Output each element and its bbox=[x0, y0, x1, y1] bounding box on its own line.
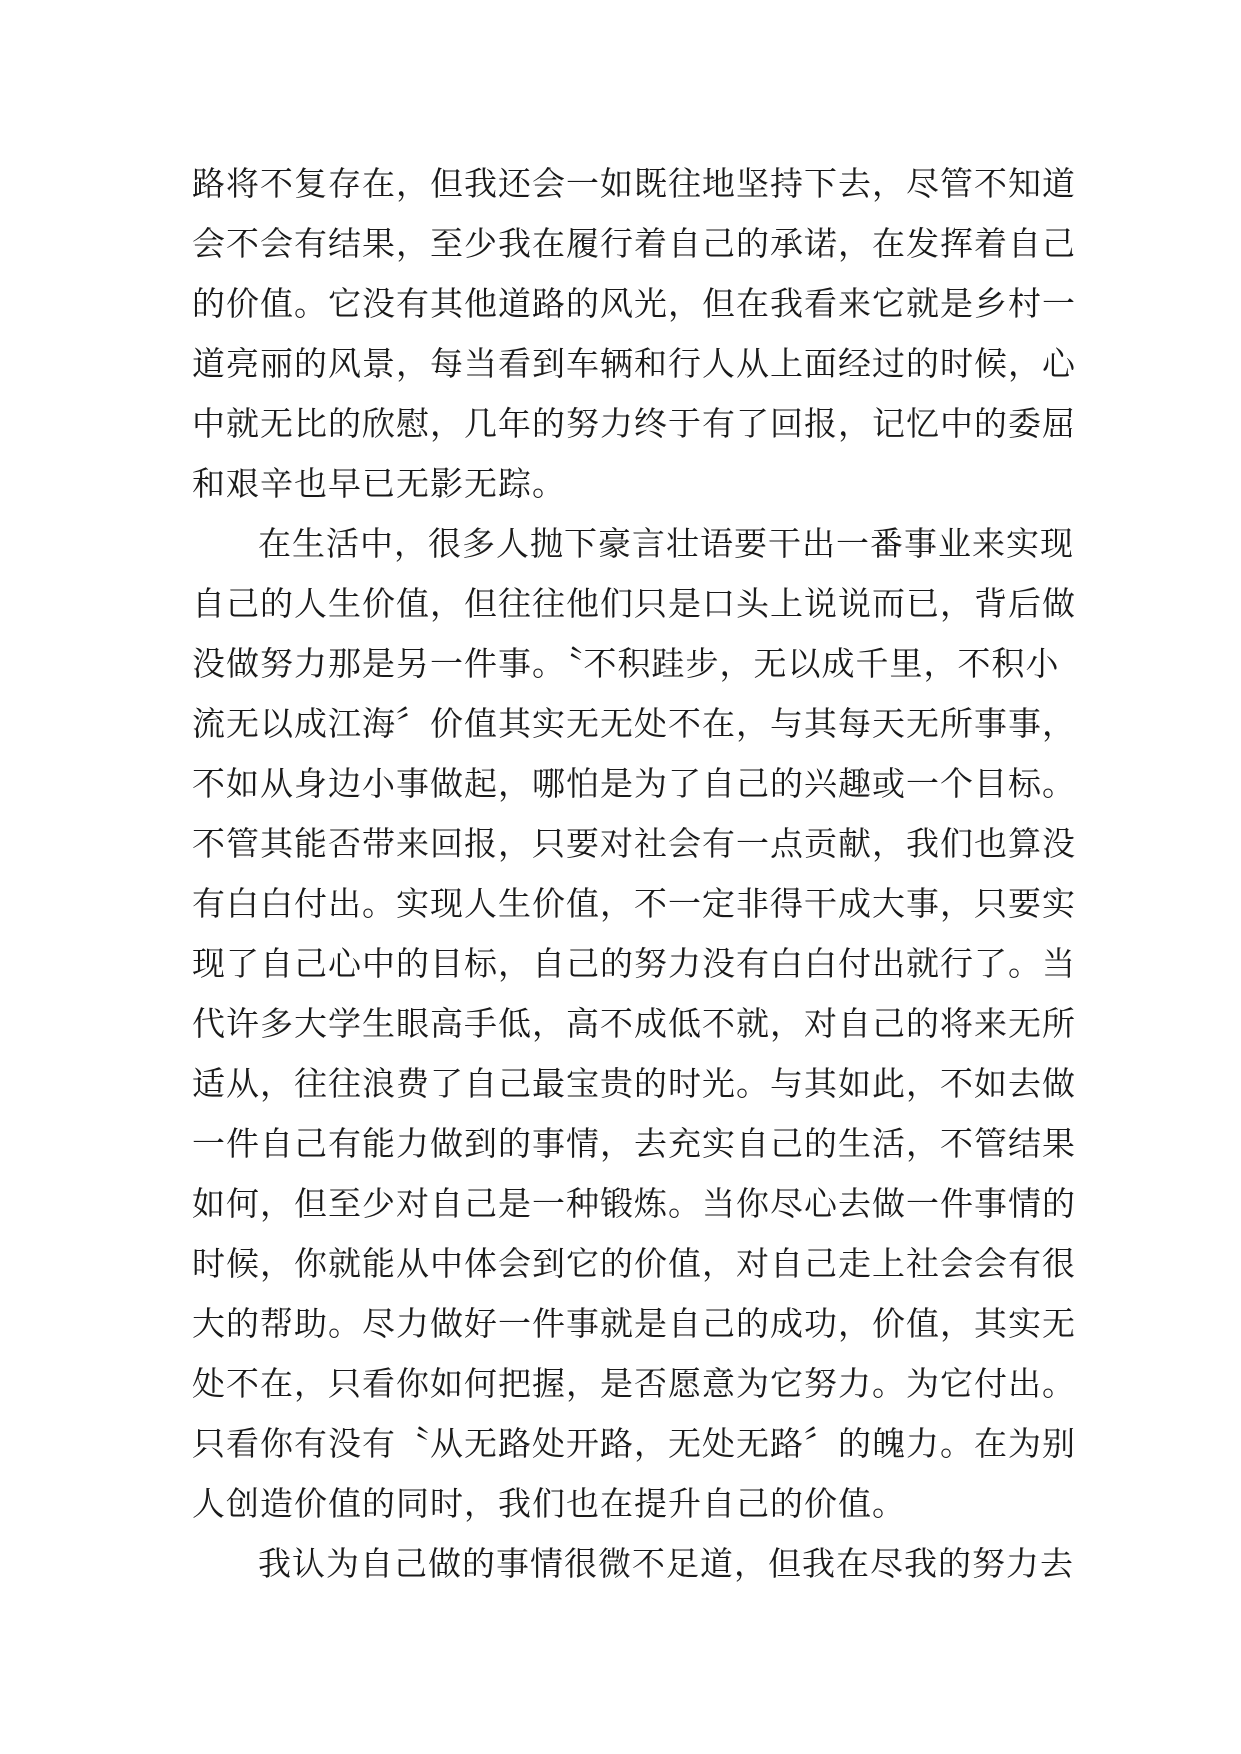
paragraph-2-line-3: 没做努力那是另一件事。〝不积跬步，无以成千里，不积小 bbox=[192, 644, 1060, 683]
paragraph-2-line-14: 大的帮助。尽力做好一件事就是自己的成功，价值，其实无 bbox=[192, 1304, 1076, 1343]
paragraph-1-line-5: 中就无比的欣慰，几年的努力终于有了回报，记忆中的委屈 bbox=[192, 404, 1076, 443]
paragraph-2-line-7: 有白白付出。实现人生价值，不一定非得干成大事，只要实 bbox=[192, 884, 1076, 923]
paragraph-2-line-13: 时候，你就能从中体会到它的价值，对自己走上社会会有很 bbox=[192, 1244, 1076, 1283]
paragraph-1-line-1: 路将不复存在，但我还会一如既往地坚持下去，尽管不知道 bbox=[192, 164, 1076, 203]
paragraph-1-line-2: 会不会有结果，至少我在履行着自己的承诺，在发挥着自己 bbox=[192, 224, 1076, 263]
paragraph-1-line-3: 的价值。它没有其他道路的风光，但在我看来它就是乡村一 bbox=[192, 284, 1076, 323]
paragraph-2-line-17: 人创造价值的同时，我们也在提升自己的价值。 bbox=[192, 1484, 906, 1523]
paragraph-2-line-1: 在生活中，很多人抛下豪言壮语要干出一番事业来实现 bbox=[258, 524, 1074, 563]
paragraph-2-line-11: 一件自己有能力做到的事情，去充实自己的生活，不管结果 bbox=[192, 1124, 1076, 1163]
paragraph-2-line-2: 自己的人生价值，但往往他们只是口头上说说而已，背后做 bbox=[192, 584, 1076, 623]
paragraph-2-line-6: 不管其能否带来回报，只要对社会有一点贡献，我们也算没 bbox=[192, 824, 1076, 863]
paragraph-2-line-8: 现了自己心中的目标，自己的努力没有白白付出就行了。当 bbox=[192, 944, 1076, 983]
paragraph-2-line-10: 适从，往往浪费了自己最宝贵的时光。与其如此，不如去做 bbox=[192, 1064, 1076, 1103]
paragraph-2-line-15: 处不在，只看你如何把握，是否愿意为它努力。为它付出。 bbox=[192, 1364, 1076, 1403]
paragraph-2-line-4: 流无以成江海〞价值其实无无处不在，与其每天无所事事， bbox=[192, 704, 1076, 743]
paragraph-2-line-9: 代许多大学生眼高手低，高不成低不就，对自己的将来无所 bbox=[192, 1004, 1076, 1043]
paragraph-2-line-16: 只看你有没有〝从无路处开路，无处无路〞的魄力。在为别 bbox=[192, 1424, 1076, 1463]
paragraph-3-line-1: 我认为自己做的事情很微不足道，但我在尽我的努力去 bbox=[258, 1544, 1074, 1583]
paragraph-1-line-4: 道亮丽的风景，每当看到车辆和行人从上面经过的时候，心 bbox=[192, 344, 1076, 383]
paragraph-2-line-12: 如何，但至少对自己是一种锻炼。当你尽心去做一件事情的 bbox=[192, 1184, 1076, 1223]
paragraph-1-line-6: 和艰辛也早已无影无踪。 bbox=[192, 464, 566, 503]
paragraph-2-line-5: 不如从身边小事做起，哪怕是为了自己的兴趣或一个目标。 bbox=[192, 764, 1076, 803]
